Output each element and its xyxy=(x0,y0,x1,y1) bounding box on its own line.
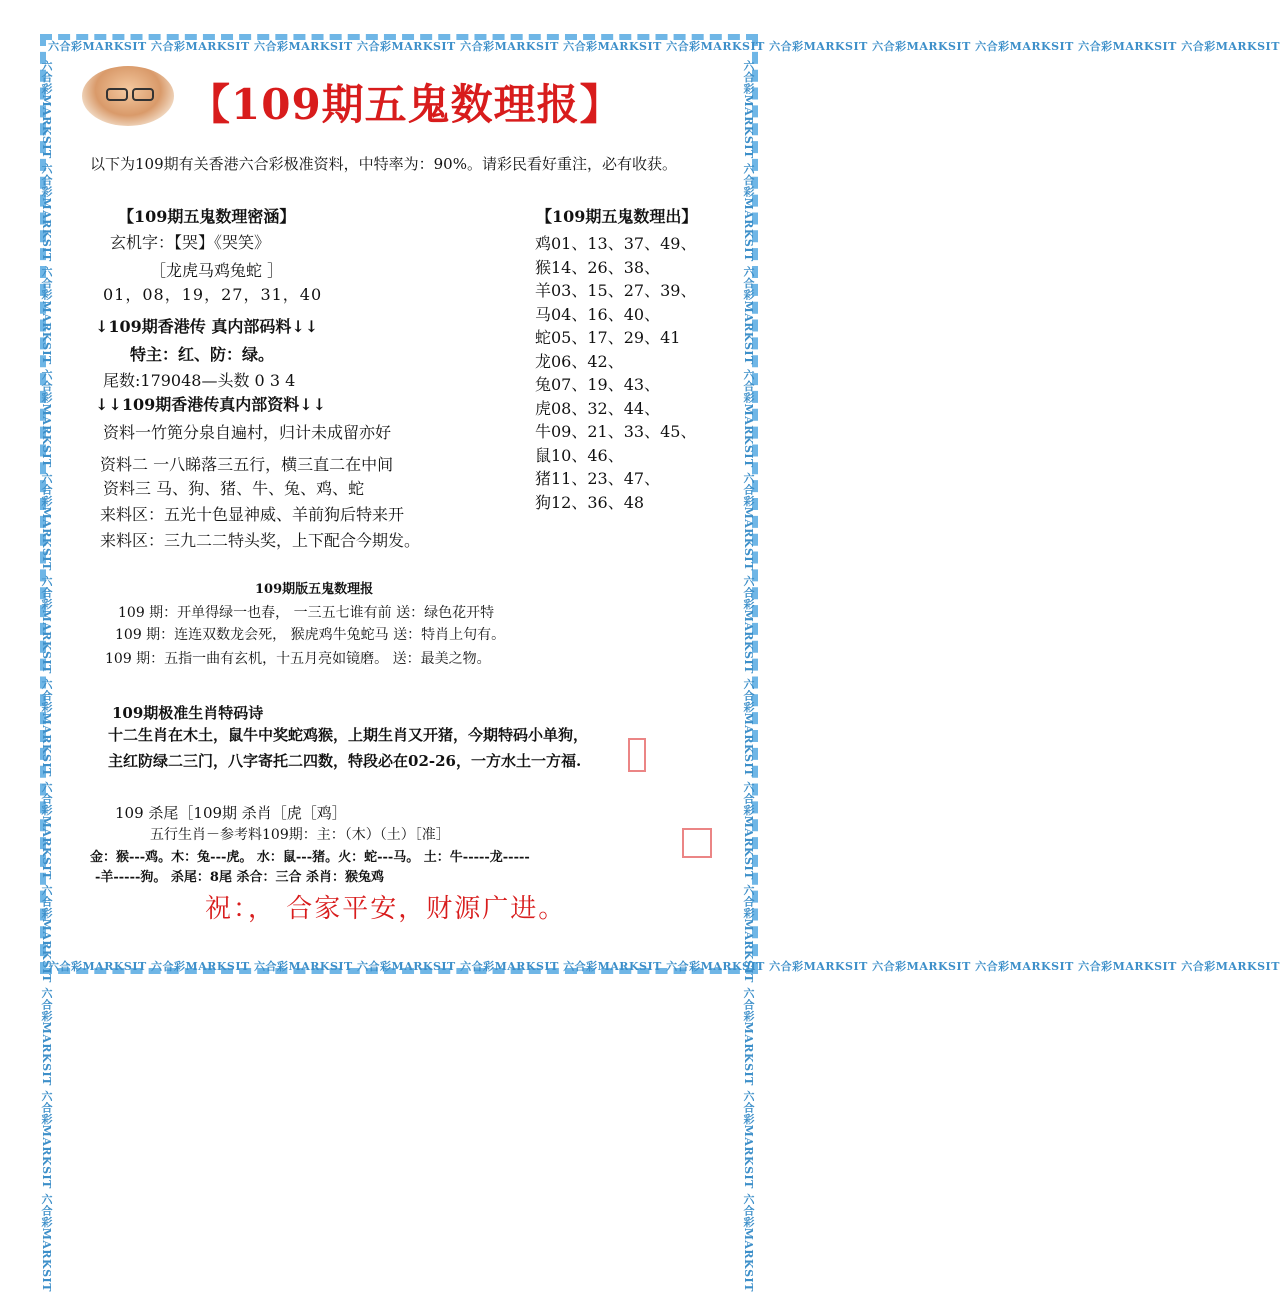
page-title: 【109期五鬼数理报】 xyxy=(188,80,623,129)
zodiac-number-list xyxy=(535,232,696,514)
mystery-word: 玄机字：【哭】《哭笑》 xyxy=(110,233,271,252)
glasses-right-icon xyxy=(132,88,154,101)
list-item: 羊03、15、27、39、 xyxy=(535,281,697,300)
middle-heading: 109期版五鬼数理报 xyxy=(255,582,374,597)
source-one: 来料区：五光十色显神威、羊前狗后特来开 xyxy=(100,505,405,524)
list-item: 虎08、32、44、 xyxy=(535,398,661,418)
data-two: 资料二 一八睇落三五行，横三直二在中间 xyxy=(100,455,394,474)
red-stamp xyxy=(628,738,646,772)
border-pattern-bottom: 六合彩MARKSIT 六合彩MARKSIT 六合彩MARKSIT 六合彩MARKSIT 六合彩MARKSIT 六合彩MARKSIT 六合彩MARKSIT 六合彩MARKSIT 六合彩MARKSIT 六合彩MARKSIT 六合彩MARKSIT 六合彩MARKSIT xyxy=(48,960,1280,973)
list-item: 蛇05、17、29、41 xyxy=(535,328,681,347)
border-pattern-left: 六合彩MARKSIT 六合彩MARKSIT 六合彩MARKSIT 六合彩MARKSIT 六合彩MARKSIT 六合彩MARKSIT 六合彩MARKSIT 六合彩MARKSIT 六合彩MARKSIT 六合彩MARKSIT 六合彩MARKSIT 六合彩MARKSIT xyxy=(40,60,53,1292)
list-item: 鼠10、46、 xyxy=(535,445,624,465)
intro-text: 以下为109期有关香港六合彩极准资料，中特率为：90%。请彩民看好重注，必有收获。 xyxy=(90,155,677,173)
tail-numbers: 尾数:179048—头数 0 3 4 xyxy=(103,371,296,390)
list-item: 狗12、36、48 xyxy=(535,492,645,512)
data-three: 资料三 马、狗、猪、牛、兔、鸡、蛇 xyxy=(103,479,365,498)
elements-line-one: 金：猴---鸡。木：兔---虎。 水：鼠---猪。火：蛇---马。 土：牛-----龙----- xyxy=(90,850,530,865)
number-list: 01，08，19，27，31，40 xyxy=(103,285,323,304)
blessing-text: 祝：， 合家平安，财源广进。 xyxy=(205,894,567,924)
elements-reference: 五行生肖－参考料109期：主：（木）（土）［准］ xyxy=(150,827,450,843)
list-item: 猴14、26、38、 xyxy=(535,257,661,277)
list-item: 龙06、42、 xyxy=(535,351,624,371)
verse-one: 109 期：开单得绿一也春， 一三五七谁有前 送：绿色花开特 xyxy=(118,605,495,621)
glasses-left-icon xyxy=(106,88,128,101)
list-item: 牛09、21、33、45、 xyxy=(535,422,697,441)
border-pattern-right: 六合彩MARKSIT 六合彩MARKSIT 六合彩MARKSIT 六合彩MARKSIT 六合彩MARKSIT 六合彩MARKSIT 六合彩MARKSIT 六合彩MARKSIT 六合彩MARKSIT 六合彩MARKSIT 六合彩MARKSIT 六合彩MARKSIT xyxy=(742,60,755,1292)
special-color: 特主：红、防：绿。 xyxy=(130,345,275,364)
list-item: 兔07、19、43、 xyxy=(535,375,661,394)
source-two: 来料区：三九二二特头奖，上下配合今期发。 xyxy=(100,531,421,550)
inside-data-heading: ↓↓109期香港传真内部资料↓↓ xyxy=(95,395,327,414)
list-item: 鸡01、13、37、49、 xyxy=(535,234,697,253)
verse-two: 109 期：连连双数龙会死， 猴虎鸡牛兔蛇马 送：特肖上句有。 xyxy=(115,627,506,643)
poem-heading: 109期极准生肖特码诗 xyxy=(112,704,264,722)
left-heading: 【109期五鬼数理密涵】 xyxy=(118,207,296,226)
kill-line: 109 杀尾［109期 杀肖［虎［鸡］ xyxy=(115,804,347,822)
verse-three: 109 期：五指一曲有玄机，十五月亮如镜磨。 送：最美之物。 xyxy=(105,651,491,667)
data-one: 资料一竹篼分泉自遍村，归计未成留亦好 xyxy=(103,423,392,442)
red-seal-icon xyxy=(682,828,712,858)
elements-line-two: -羊-----狗。 杀尾：8尾 杀合：三合 杀肖：猴兔鸡 xyxy=(95,870,384,885)
list-item: 猪11、23、47、 xyxy=(535,469,661,488)
zodiac-list: ［龙虎马鸡兔蛇 ］ xyxy=(150,261,284,280)
border-pattern-top: 六合彩MARKSIT 六合彩MARKSIT 六合彩MARKSIT 六合彩MARKSIT 六合彩MARKSIT 六合彩MARKSIT 六合彩MARKSIT 六合彩MARKSIT 六合彩MARKSIT 六合彩MARKSIT 六合彩MARKSIT 六合彩MARKSIT xyxy=(48,40,1280,53)
right-heading: 【109期五鬼数理出】 xyxy=(536,207,698,226)
list-item: 马04、16、40、 xyxy=(535,304,661,324)
poem-line-one: 十二生肖在木土，鼠牛中奖蛇鸡猴，上期生肖又开猪，今期特码小单狗， xyxy=(108,726,589,744)
author-avatar xyxy=(82,66,174,126)
inside-code-heading: ↓109期香港传 真内部码料↓↓ xyxy=(95,317,319,336)
poem-line-two: 主红防绿二三门，八字寄托二四数，特段必在02-26，一方水土一方福. xyxy=(108,752,582,770)
